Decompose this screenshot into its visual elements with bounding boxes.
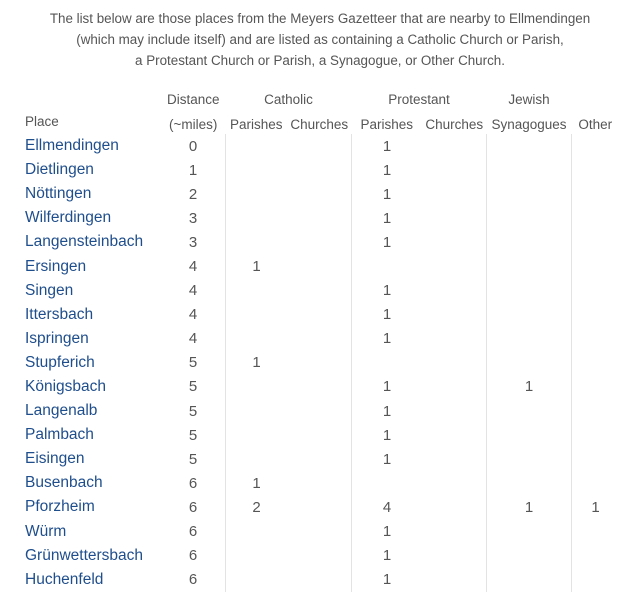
catholic-churches-cell: [287, 327, 352, 351]
protestant-parishes-cell: [352, 254, 423, 278]
protestant-churches-cell: [422, 279, 487, 303]
distance-cell: 5: [188, 402, 198, 420]
place-cell: [21, 134, 161, 158]
place-link[interactable]: Ellmendingen: [25, 137, 119, 155]
distance-cell: 5: [188, 378, 198, 396]
catholic-parishes-cell: [226, 423, 288, 447]
place-link[interactable]: Nöttingen: [25, 185, 92, 203]
place-cell: [21, 327, 161, 351]
protestant-churches-cell: [422, 158, 487, 182]
other-cell: [572, 158, 620, 182]
place-cell: [21, 351, 161, 375]
catholic-churches-cell: [287, 423, 352, 447]
catholic-churches-cell: [287, 182, 352, 206]
protestant-churches-cell: [422, 447, 487, 471]
distance-cell: 3: [188, 209, 198, 227]
intro-line-2: (which may include itself) and are listed as containing a Catholic Church or Parish,: [76, 32, 564, 47]
table-row: [21, 206, 619, 230]
catholic-parishes-cell: [226, 327, 288, 351]
catholic-parishes-cell: [226, 399, 288, 423]
distance-cell: 5: [188, 426, 198, 444]
places-table: [21, 84, 619, 592]
protestant-parishes-cell: [352, 351, 423, 375]
other-cell: [572, 375, 620, 399]
table-row: [21, 182, 619, 206]
table-row: [21, 134, 619, 158]
catholic-parishes-cell: [226, 134, 288, 158]
protestant-churches-cell: [422, 327, 487, 351]
place-link[interactable]: Singen: [25, 281, 74, 299]
catholic-churches-cell: [287, 495, 352, 519]
protestant-parishes-cell: 1: [382, 209, 392, 227]
catholic-churches-cell: [287, 544, 352, 568]
place-cell: [21, 544, 161, 568]
other-cell: [572, 520, 620, 544]
place-link[interactable]: Palmbach: [25, 426, 94, 444]
protestant-churches-cell: [422, 375, 487, 399]
protestant-parishes-cell: 1: [382, 330, 392, 348]
synagogues-cell: [487, 568, 572, 592]
protestant-parishes-cell: 1: [382, 571, 392, 589]
other-cell: [572, 206, 620, 230]
table-row: [21, 568, 619, 592]
catholic-churches-cell: [287, 134, 352, 158]
place-cell: [21, 254, 161, 278]
catholic-churches-cell: [287, 254, 352, 278]
catholic-churches-header: Churches: [290, 117, 349, 132]
place-link[interactable]: Königsbach: [25, 377, 107, 395]
protestant-parishes-cell: 1: [382, 547, 392, 565]
other-cell: [572, 230, 620, 254]
protestant-churches-cell: [422, 544, 487, 568]
synagogues-cell: [487, 447, 572, 471]
other-cell: [572, 254, 620, 278]
synagogues-cell: [487, 520, 572, 544]
intro-line-3: a Protestant Church or Parish, a Synagogue, or Other Church.: [135, 53, 505, 68]
other-cell: [572, 447, 620, 471]
table-row: [21, 495, 619, 519]
place-cell: [21, 206, 161, 230]
other-cell: [572, 423, 620, 447]
synagogues-header: Synagogues: [491, 117, 567, 132]
synagogues-cell: [487, 544, 572, 568]
distance-cell: 6: [188, 523, 198, 541]
protestant-parishes-cell: 4: [382, 498, 392, 516]
distance-cell: 5: [188, 450, 198, 468]
place-link[interactable]: Huchenfeld: [25, 570, 104, 588]
synagogues-cell: [487, 230, 572, 254]
protestant-parishes-cell: 1: [382, 161, 392, 179]
table-row: [21, 327, 619, 351]
catholic-churches-cell: [287, 279, 352, 303]
place-cell: [21, 399, 161, 423]
table-row: [21, 520, 619, 544]
synagogues-cell: [487, 158, 572, 182]
other-cell: [572, 544, 620, 568]
catholic-churches-cell: [287, 375, 352, 399]
catholic-parishes-cell: 2: [226, 495, 288, 519]
protestant-churches-cell: [422, 399, 487, 423]
distance-header-bottom: (~miles): [169, 117, 218, 132]
other-cell: 1: [591, 498, 600, 516]
catholic-churches-cell: [287, 230, 352, 254]
catholic-parishes-cell: [226, 568, 288, 592]
distance-header-top: Distance: [166, 92, 220, 107]
protestant-parishes-cell: 1: [382, 185, 392, 203]
catholic-churches-cell: [287, 158, 352, 182]
other-cell: [572, 182, 620, 206]
catholic-parishes-cell: [226, 303, 288, 327]
table-row: [21, 279, 619, 303]
table-row: [21, 254, 619, 278]
synagogues-cell: [487, 134, 572, 158]
protestant-parishes-cell: 1: [382, 402, 392, 420]
header-group-row: [21, 84, 619, 109]
jewish-group-header: Jewish: [508, 92, 550, 107]
protestant-churches-cell: [422, 520, 487, 544]
catholic-churches-cell: [287, 351, 352, 375]
intro-line-1: The list below are those places from the Meyers Gazetteer that are nearby to Ellmendingen: [49, 11, 591, 26]
protestant-group-header: Protestant: [388, 92, 450, 107]
distance-cell: 5: [188, 354, 198, 372]
place-link[interactable]: Busenbach: [25, 474, 103, 492]
place-cell: [21, 375, 161, 399]
distance-cell: 6: [188, 571, 198, 589]
distance-cell: 4: [188, 306, 198, 324]
catholic-parishes-cell: [226, 520, 288, 544]
protestant-parishes-cell: 1: [382, 137, 392, 155]
catholic-parishes-cell: [226, 206, 288, 230]
catholic-churches-cell: [287, 303, 352, 327]
catholic-parishes-cell: [226, 279, 288, 303]
place-link[interactable]: Stupferich: [25, 353, 95, 371]
place-cell: [21, 471, 161, 495]
place-cell: [21, 495, 161, 519]
other-cell: [572, 327, 620, 351]
distance-cell: 6: [188, 547, 198, 565]
protestant-parishes-cell: 1: [382, 233, 392, 251]
table-row: [21, 423, 619, 447]
table-row: [21, 544, 619, 568]
other-cell: [572, 134, 620, 158]
table-row: [21, 399, 619, 423]
header-sub-row: [21, 109, 619, 134]
table-row: [21, 375, 619, 399]
place-cell: [21, 303, 161, 327]
synagogues-cell: [487, 351, 572, 375]
place-cell: [21, 279, 161, 303]
catholic-parishes-cell: [226, 158, 288, 182]
synagogues-cell: [487, 399, 572, 423]
place-link[interactable]: Würm: [25, 522, 67, 540]
catholic-parishes-cell: 1: [226, 351, 288, 375]
distance-cell: 0: [188, 137, 198, 155]
protestant-churches-cell: [422, 495, 487, 519]
synagogues-cell: [487, 471, 572, 495]
table-row: [21, 471, 619, 495]
distance-cell: 4: [188, 330, 198, 348]
place-link[interactable]: Pforzheim: [25, 498, 95, 516]
protestant-churches-cell: [422, 471, 487, 495]
catholic-parishes-header: Parishes: [229, 117, 283, 132]
place-link[interactable]: Langensteinbach: [25, 233, 144, 251]
protestant-churches-cell: [422, 423, 487, 447]
catholic-churches-cell: [287, 568, 352, 592]
distance-cell: 4: [188, 282, 198, 300]
synagogues-cell: [487, 303, 572, 327]
catholic-churches-cell: [287, 471, 352, 495]
place-link[interactable]: Langenalb: [25, 402, 98, 420]
table-row: [21, 230, 619, 254]
catholic-parishes-cell: [226, 447, 288, 471]
synagogues-cell: [487, 423, 572, 447]
place-cell: [21, 520, 161, 544]
synagogues-cell: 1: [487, 495, 572, 519]
protestant-parishes-cell: [352, 471, 423, 495]
place-cell: [21, 230, 161, 254]
other-cell: [572, 303, 620, 327]
protestant-parishes-header: Parishes: [360, 117, 414, 132]
protestant-churches-cell: [422, 568, 487, 592]
protestant-churches-cell: [422, 254, 487, 278]
place-cell: [21, 158, 161, 182]
place-cell: [21, 182, 161, 206]
place-link[interactable]: Dietlingen: [25, 161, 94, 179]
protestant-parishes-cell: 1: [382, 523, 392, 541]
protestant-parishes-cell: 1: [382, 306, 392, 324]
catholic-churches-cell: [287, 447, 352, 471]
table-row: [21, 303, 619, 327]
catholic-parishes-cell: [226, 230, 288, 254]
protestant-parishes-cell: 1: [382, 378, 392, 396]
protestant-churches-cell: [422, 134, 487, 158]
distance-cell: 4: [188, 258, 198, 276]
table-row: [21, 351, 619, 375]
catholic-group-header: Catholic: [264, 92, 313, 107]
other-cell: [572, 279, 620, 303]
distance-cell: 6: [188, 498, 198, 516]
place-cell: [21, 423, 161, 447]
protestant-parishes-cell: 1: [382, 282, 392, 300]
distance-cell: 3: [188, 233, 198, 251]
protestant-parishes-cell: 1: [382, 450, 392, 468]
protestant-churches-cell: [422, 230, 487, 254]
table-row: [21, 447, 619, 471]
place-cell: [21, 568, 161, 592]
place-link[interactable]: Wilferdingen: [25, 209, 112, 227]
other-cell: [572, 471, 620, 495]
catholic-parishes-cell: 1: [226, 471, 288, 495]
synagogues-cell: [487, 279, 572, 303]
catholic-parishes-cell: [226, 182, 288, 206]
other-cell: [572, 351, 620, 375]
distance-cell: 6: [188, 474, 198, 492]
place-link[interactable]: Ersingen: [25, 257, 87, 275]
protestant-churches-cell: [422, 351, 487, 375]
catholic-churches-cell: [287, 399, 352, 423]
distance-cell: 1: [188, 161, 198, 179]
protestant-churches-cell: [422, 303, 487, 327]
synagogues-cell: [487, 206, 572, 230]
protestant-parishes-cell: 1: [382, 426, 392, 444]
place-cell: [21, 447, 161, 471]
protestant-churches-cell: [422, 182, 487, 206]
synagogues-cell: [487, 254, 572, 278]
protestant-churches-header: Churches: [425, 117, 484, 132]
synagogues-cell: [487, 327, 572, 351]
place-link[interactable]: Eisingen: [25, 450, 85, 468]
table-row: [21, 158, 619, 182]
catholic-churches-cell: [287, 206, 352, 230]
catholic-parishes-cell: [226, 375, 288, 399]
synagogues-cell: [487, 182, 572, 206]
place-header: Place: [25, 114, 59, 129]
place-link[interactable]: Ispringen: [25, 329, 89, 347]
place-link[interactable]: Grünwettersbach: [25, 546, 144, 564]
protestant-churches-cell: [422, 206, 487, 230]
intro-text: [0, 8, 640, 71]
place-link[interactable]: Ittersbach: [25, 305, 94, 323]
catholic-parishes-cell: 1: [226, 254, 288, 278]
synagogues-cell: 1: [487, 375, 572, 399]
catholic-churches-cell: [287, 520, 352, 544]
catholic-parishes-cell: [226, 544, 288, 568]
other-cell: [572, 399, 620, 423]
distance-cell: 2: [188, 185, 198, 203]
other-cell: [572, 568, 620, 592]
other-header: Other: [578, 117, 613, 132]
